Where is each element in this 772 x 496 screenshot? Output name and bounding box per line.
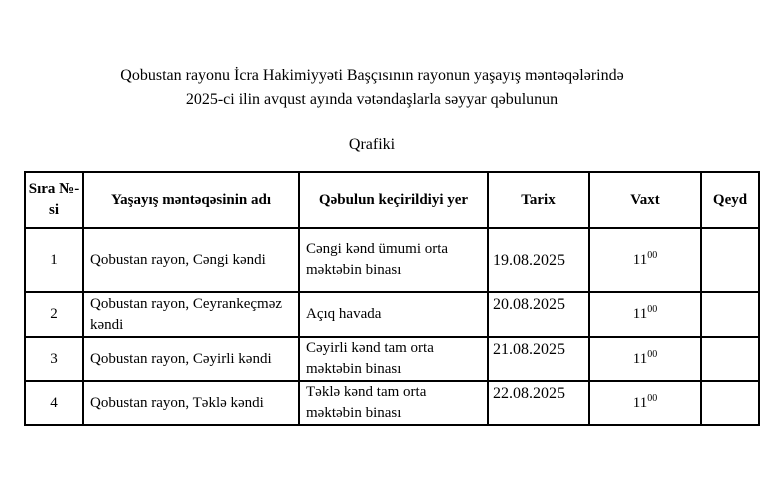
time-hour: 11 — [632, 350, 648, 367]
cell-venue: Cəyirli kənd tam orta məktəbin binası — [299, 337, 488, 381]
cell-row-number: 1 — [25, 228, 83, 292]
cell-note — [701, 228, 759, 292]
cell-date: 22.08.2025 — [488, 381, 589, 425]
cell-time — [589, 292, 701, 337]
table-row — [25, 228, 759, 292]
cell-venue: Açıq havada — [299, 292, 488, 337]
table-row — [25, 337, 759, 381]
col-header-sira-no: Sıra №-si — [25, 172, 83, 228]
cell-note — [701, 292, 759, 337]
table-body — [25, 228, 759, 425]
time-minutes-superscript: 00 — [647, 304, 658, 315]
col-header-time: Vaxt — [589, 172, 701, 228]
table-header-row — [25, 172, 759, 228]
time-hour: 11 — [632, 306, 648, 322]
table-row — [25, 292, 759, 337]
cell-row-number: 3 — [25, 337, 83, 381]
cell-date: 21.08.2025 — [488, 337, 589, 381]
time-minutes-superscript: 00 — [647, 348, 658, 360]
cell-venue: Cəngi kənd ümumi orta məktəbin binası — [299, 228, 488, 292]
cell-row-number: 4 — [25, 381, 83, 425]
document-title-line2: 2025-ci ilin avqust ayında vətəndaşlarla səyyar qəbulunun — [185, 91, 559, 108]
col-header-note: Qeyd — [701, 172, 759, 228]
reception-schedule-table — [24, 171, 760, 426]
col-header-settlement: Yaşayış məntəqəsinin adı — [83, 172, 299, 228]
cell-note — [701, 381, 759, 425]
document-title-block — [0, 64, 744, 157]
cell-venue: Təklə kənd tam orta məktəbin binası — [299, 381, 488, 425]
time-hour: 11 — [632, 251, 648, 268]
cell-settlement: Qobustan rayon, Təklə kəndi — [83, 381, 299, 425]
cell-settlement: Qobustan rayon, Cəyirli kəndi — [83, 337, 299, 381]
cell-settlement: Qobustan rayon, Ceyrankeçməz kəndi — [83, 292, 299, 337]
time-minutes-superscript: 00 — [647, 249, 658, 261]
cell-time — [589, 381, 701, 425]
cell-date: 19.08.2025 — [488, 228, 589, 292]
document-subtitle: Qrafiki — [348, 136, 396, 153]
col-header-date: Tarix — [488, 172, 589, 228]
cell-time — [589, 228, 701, 292]
cell-date: 20.08.2025 — [488, 292, 589, 337]
table-header — [25, 172, 759, 228]
time-hour: 11 — [632, 394, 648, 411]
col-header-venue: Qəbulun keçirildiyi yer — [299, 172, 488, 228]
time-minutes-superscript: 00 — [647, 392, 658, 404]
document-title-line1: Qobustan rayonu İcra Hakimiyyəti Başçısının rayonun yaşayış məntəqələrində — [120, 67, 624, 84]
cell-settlement: Qobustan rayon, Cəngi kəndi — [83, 228, 299, 292]
table-row — [25, 381, 759, 425]
cell-note — [701, 337, 759, 381]
cell-row-number: 2 — [25, 292, 83, 337]
cell-time — [589, 337, 701, 381]
